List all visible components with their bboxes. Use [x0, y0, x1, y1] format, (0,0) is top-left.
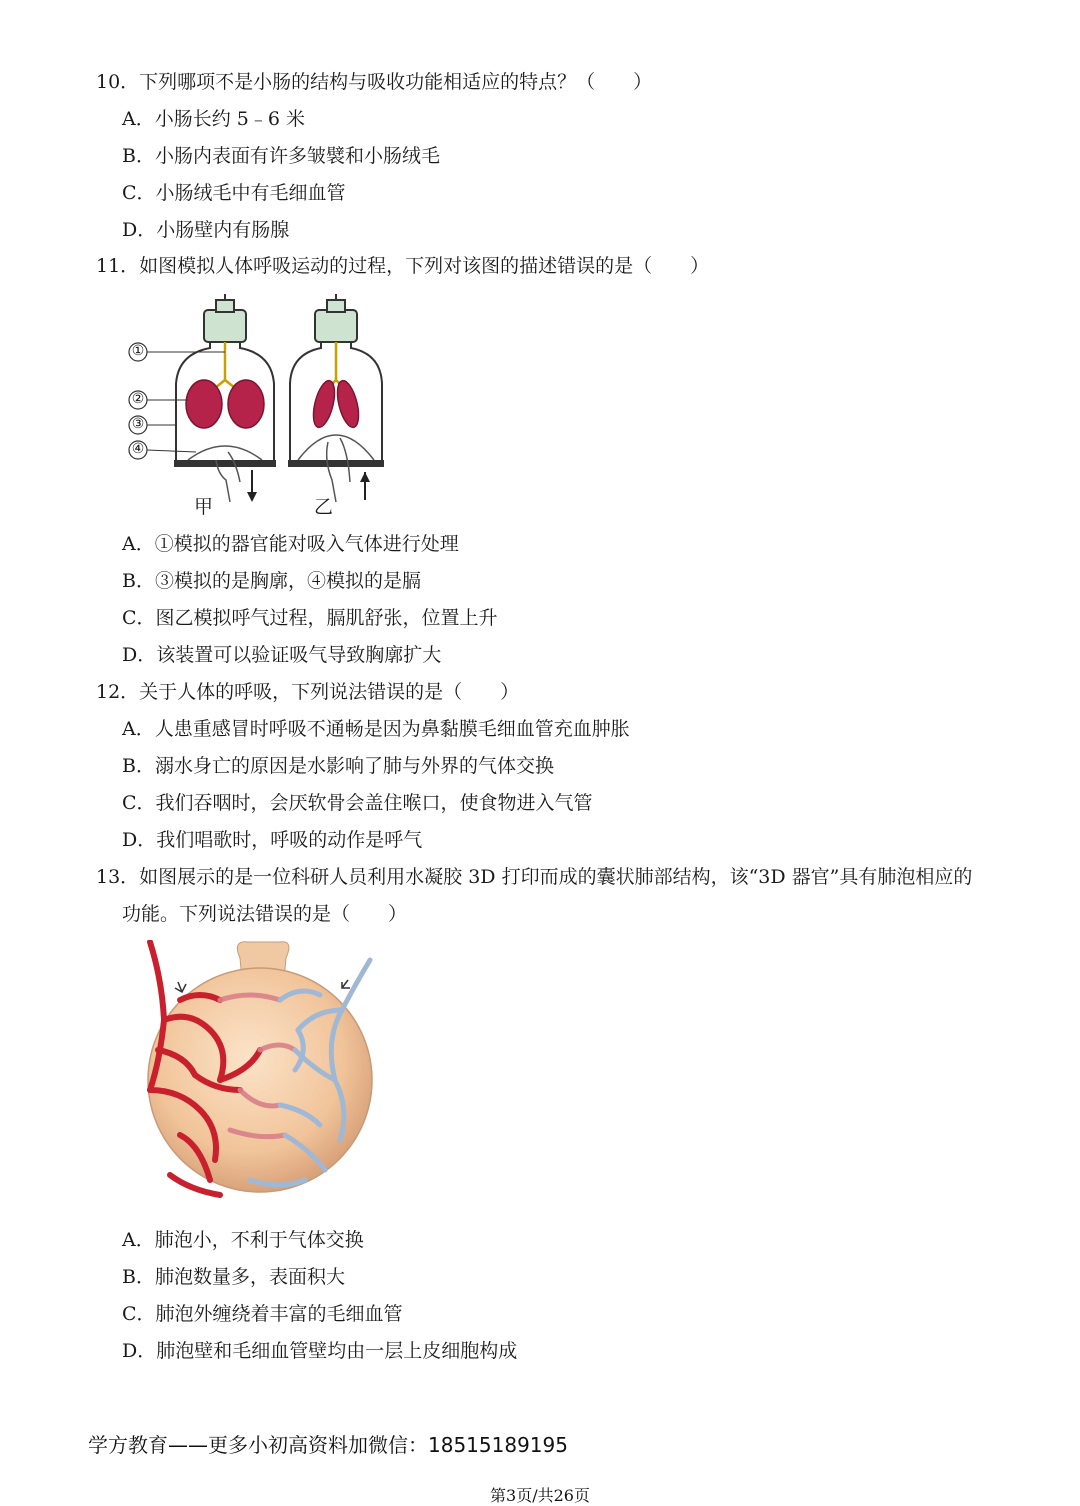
footer-brand-text: 学方教育——更多小初高资料加微信：18515189195 — [88, 1433, 568, 1457]
q10-option-b: B．小肠内表面有许多皱襞和小肠绒毛 — [122, 145, 440, 167]
q10-stem: 10．下列哪项不是小肠的结构与吸收功能相适应的特点？（ ） — [96, 71, 653, 93]
q13-stem: 13．如图展示的是一位科研人员利用水凝胶 3D 打印而成的囊状肺部结构，该“3D 器官”具有肺泡相应的 — [96, 866, 973, 888]
marker-2: ② — [131, 391, 145, 407]
q11-option-c: C．图乙模拟呼气过程，膈肌舒张，位置上升 — [122, 607, 498, 629]
q12-option-c: C．我们吞咽时，会厌软骨会盖住喉口，使食物进入气管 — [122, 792, 593, 814]
q11-option-d: D．该装置可以验证吸气导致胸廓扩大 — [122, 644, 442, 666]
q12-option-d: D．我们唱歌时，呼吸的动作是呼气 — [122, 829, 423, 851]
q12-stem: 12．关于人体的呼吸，下列说法错误的是（ ） — [96, 681, 520, 703]
q11-option-b: B．③模拟的是胸廓，④模拟的是膈 — [122, 570, 421, 592]
page-number: 第3页/共26页 — [490, 1486, 590, 1505]
q11-option-a: A．①模拟的器官能对吸入气体进行处理 — [122, 533, 459, 555]
q10-option-d: D．小肠壁内有肠腺 — [122, 219, 290, 241]
q12-option-a: A．人患重感冒时呼吸不通畅是因为鼻黏膜毛细血管充血肿胀 — [122, 718, 630, 740]
q13-stem-continued: 功能。下列说法错误的是（ ） — [122, 903, 408, 925]
breathing-model-figure — [118, 292, 398, 522]
q10-option-c: C．小肠绒毛中有毛细血管 — [122, 182, 346, 204]
marker-4: ④ — [131, 441, 145, 457]
caption-jia: 甲 — [194, 496, 214, 518]
q13-option-b: B．肺泡数量多，表面积大 — [122, 1266, 345, 1288]
q13-option-d: D．肺泡壁和毛细血管壁均由一层上皮细胞构成 — [122, 1340, 518, 1362]
q11-stem: 11．如图模拟人体呼吸运动的过程，下列对该图的描述错误的是（ ） — [96, 255, 710, 277]
q12-option-b: B．溺水身亡的原因是水影响了肺与外界的气体交换 — [122, 755, 554, 777]
alveolus-3d-figure — [120, 940, 390, 1215]
marker-3: ③ — [131, 416, 145, 432]
marker-1: ① — [131, 343, 145, 359]
caption-yi: 乙 — [314, 496, 334, 518]
bottle-yi — [288, 294, 384, 502]
q13-option-a: A．肺泡小，不利于气体交换 — [122, 1229, 364, 1251]
bottle-jia — [174, 294, 276, 502]
q10-option-a: A．小肠长约 5﹣6 米 — [122, 108, 305, 130]
q13-option-c: C．肺泡外缠绕着丰富的毛细血管 — [122, 1303, 403, 1325]
